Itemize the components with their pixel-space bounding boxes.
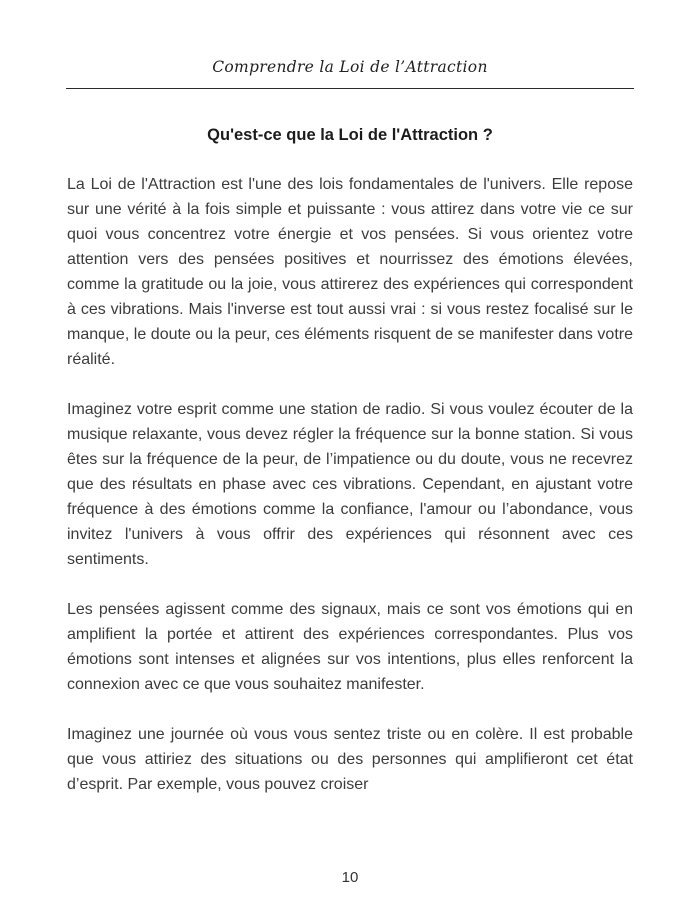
page-body	[0, 126, 700, 797]
paragraph-1: La Loi de l'Attraction est l'une des lois fondamentales de l'univers. Elle repose sur une vérité à la fois simple et puissante : vous attirez dans votre vie ce sur quoi vous concentrez votre énergie et vos pensées. Si vous orientez votre attention vers des pensées positives et nourrissez des émotions élevées, comme la gratitude ou la joie, vous attirerez des expériences qui correspondent à ces vibrations. Mais l'inverse est tout aussi vrai : si vous restez focalisé sur le manque, le doute ou la peur, ces éléments risquent de se manifester dans votre réalité.	[67, 176, 633, 368]
paragraph-2: Imaginez votre esprit comme une station de radio. Si vous voulez écouter de la musique relaxante, vous devez régler la fréquence sur la bonne station. Si vous êtes sur la fréquence de la peur, de l’impatience ou du doute, vous ne recevrez que des résultats en phase avec ces vibrations. Cependant, en ajustant votre fréquence à des émotions comme la confiance, l'amour ou l’abondance, vous invitez l'univers à vous offrir des expériences qui résonnent avec ces sentiments.	[67, 401, 633, 568]
body-text	[67, 172, 633, 797]
paragraph-3: Les pensées agissent comme des signaux, mais ce sont vos émotions qui en amplifient la portée et attirent des expériences correspondantes. Plus vos émotions sont intenses et alignées sur vos intentions, plus elles renforcent la connexion avec ce que vous souhaitez manifester.	[67, 601, 633, 693]
page-header	[0, 0, 700, 89]
paragraph-4: Imaginez une journée où vous vous sentez triste ou en colère. Il est probable que vous attiriez des situations ou des personnes qui amplifieront cet état d’esprit. Par exemple, vous pouvez croiser	[67, 726, 633, 793]
section-title: Qu'est-ce que la Loi de l'Attraction ?	[207, 126, 493, 144]
header-divider	[66, 88, 634, 89]
page-number: 10	[341, 869, 359, 886]
page-footer	[0, 869, 700, 886]
running-title: Comprendre la Loi de l’Attraction	[212, 58, 488, 76]
